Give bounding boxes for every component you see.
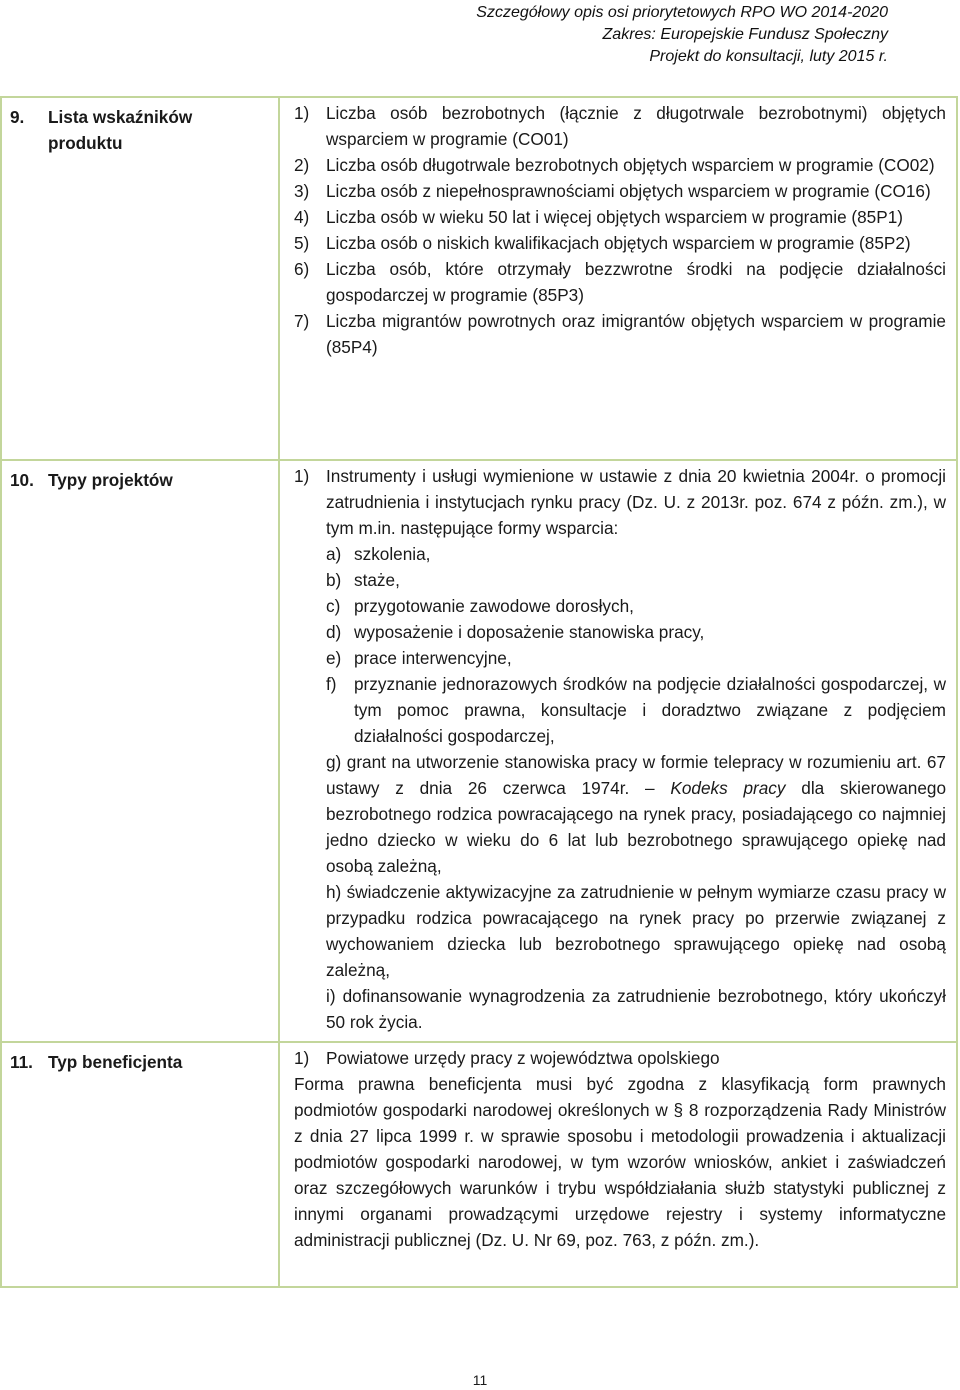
item-number: 1) <box>294 466 310 486</box>
row-label: Typ beneficjenta <box>48 1052 183 1072</box>
sub-item <box>326 593 946 619</box>
sub-item <box>326 671 946 749</box>
row-11 <box>1 1042 957 1287</box>
item-number: 7) <box>294 311 310 331</box>
sub-item-text: staże, <box>354 570 400 590</box>
list-item <box>294 204 946 230</box>
sub-item <box>326 567 946 593</box>
document-header <box>476 2 888 68</box>
row-10-label-cell <box>1 460 279 1042</box>
list-item <box>294 152 946 178</box>
specification-table <box>0 96 958 1288</box>
row-9 <box>1 97 957 460</box>
row-9-label-cell <box>1 97 279 460</box>
item-number: 3) <box>294 181 310 201</box>
sub-item-g <box>326 749 946 879</box>
sub-item-text: przygotowanie zawodowe dorosłych, <box>354 596 634 616</box>
list-item <box>294 308 946 360</box>
row-number: 9. <box>10 107 25 127</box>
sub-item-text: wyposażenie i doposażenie stanowiska pracy, <box>354 622 705 642</box>
sub-item-h: h) świadczenie aktywizacyjne za zatrudnienie w pełnym wymiarze czasu pracy w przypadku rodzica powracającego na rynek pracy po przerwie związanej z wychowaniem dziecka lub bezrobotnego sprawującego opiekę nad osobą zależną, <box>326 882 946 980</box>
item-text: Liczba osób o niskich kwalifikacjach objętych wsparciem w programie (85P2) <box>326 233 911 253</box>
item-number: 2) <box>294 155 310 175</box>
item-number: 5) <box>294 233 310 253</box>
row-10-content-cell <box>279 460 957 1042</box>
item-text: Liczba osób w wieku 50 lat i więcej objętych wsparciem w programie (85P1) <box>326 207 903 227</box>
sub-item <box>326 645 946 671</box>
row-9-content-cell <box>279 97 957 460</box>
row-11-content-cell <box>279 1042 957 1287</box>
item-text: Liczba osób z niepełnosprawnościami objętych wsparciem w programie (CO16) <box>326 181 931 201</box>
list-item <box>294 463 946 541</box>
item-text: Instrumenty i usługi wymienione w ustawie z dnia 20 kwietnia 2004r. o promocji zatrudnienia i instytucjach rynku pracy (Dz. U. z 2013r. poz. 674 z późn. zm.), w tym m.in. następujące formy wsparcia: <box>326 466 946 538</box>
beneficiary-legal-form-note: Forma prawna beneficjenta musi być zgodna z klasyfikacją form prawnych podmiotów gospodarki narodowej określonych w § 8 rozporządzenia Rady Ministrów z dnia 27 lipca 1999 r. w sprawie sposobu i metodologii prowadzenia i aktualizacji podmiotów gospodarki narodowej, w tym wzorów wniosków, ankiet i zaświadczeń oraz szczegółowych warunków i trybu współdziałania służb statystyki publicznej z innymi organami prowadzącymi urzędowe rejestry i systemy informatyczne administracji publicznej (Dz. U. Nr 69, poz. 763, z późn. zm.). <box>294 1074 946 1250</box>
list-item <box>294 178 946 204</box>
header-status: Projekt do konsultacji, luty 2015 r. <box>649 48 888 65</box>
header-title: Szczegółowy opis osi priorytetowych RPO WO 2014-2020 <box>476 4 888 21</box>
sub-item-letter: f) <box>326 674 337 694</box>
sub-item-g-emphasis: Kodeks pracy <box>670 778 786 798</box>
list-item <box>294 1045 946 1071</box>
item-text: Powiatowe urzędy pracy z województwa opolskiego <box>326 1048 720 1068</box>
sub-item-letter: a) <box>326 544 342 564</box>
sub-item <box>326 541 946 567</box>
row-11-label-cell <box>1 1042 279 1287</box>
list-item <box>294 230 946 256</box>
sub-item-letter: d) <box>326 622 342 642</box>
item-text: Liczba migrantów powrotnych oraz imigrantów objętych wsparciem w programie (85P4) <box>326 311 946 357</box>
sub-item-text: przyznanie jednorazowych środków na podjęcie działalności gospodarczej, w tym pomoc prawna, konsultacje i doradztwo związane z podjęciem działalności gospodarczej, <box>354 674 946 746</box>
row-label: Lista wskaźników produktu <box>48 107 193 153</box>
sub-item-letter: c) <box>326 596 341 616</box>
sub-item-text: prace interwencyjne, <box>354 648 512 668</box>
item-text: Liczba osób bezrobotnych (łącznie z długotrwale bezrobotnymi) objętych wsparciem w programie (CO01) <box>326 103 946 149</box>
sub-item-text: szkolenia, <box>354 544 431 564</box>
sub-item-letter: e) <box>326 648 342 668</box>
page-number: 11 <box>472 1372 488 1388</box>
sub-item <box>326 619 946 645</box>
item-number: 1) <box>294 1048 310 1068</box>
item-number: 1) <box>294 103 310 123</box>
header-scope: Zakres: Europejskie Fundusz Społeczny <box>602 26 888 43</box>
sub-item-g-text-end: dla skierowanego bezrobotnego rodzica powracającego na rynek pracy, posiadającego co najmniej jedno dziecko w wieku do 6 lat lub bezrobotnego sprawującego opiekę nad osobą zależną, <box>326 778 947 876</box>
sub-item-g-text: g) grant na utworzenie stanowiska pracy w formie telepracy w rozumieniu art. 67 ustawy z dnia 26 czerwca 1974r. – <box>326 752 946 798</box>
row-number: 11. <box>10 1052 33 1072</box>
list-item <box>294 100 946 152</box>
sub-item-letter: b) <box>326 570 342 590</box>
item-text: Liczba osób długotrwale bezrobotnych objętych wsparciem w programie (CO02) <box>326 155 935 175</box>
row-10 <box>1 460 957 1042</box>
item-number: 6) <box>294 259 310 279</box>
row-number: 10. <box>10 470 34 490</box>
item-text: Liczba osób, które otrzymały bezzwrotne środki na podjęcie działalności gospodarczej w programie (85P3) <box>326 259 946 305</box>
item-number: 4) <box>294 207 310 227</box>
row-label: Typy projektów <box>48 470 173 490</box>
sub-item-i: i) dofinansowanie wynagrodzenia za zatrudnienie bezrobotnego, który ukończył 50 rok życia. <box>326 986 946 1032</box>
list-item <box>294 256 946 308</box>
